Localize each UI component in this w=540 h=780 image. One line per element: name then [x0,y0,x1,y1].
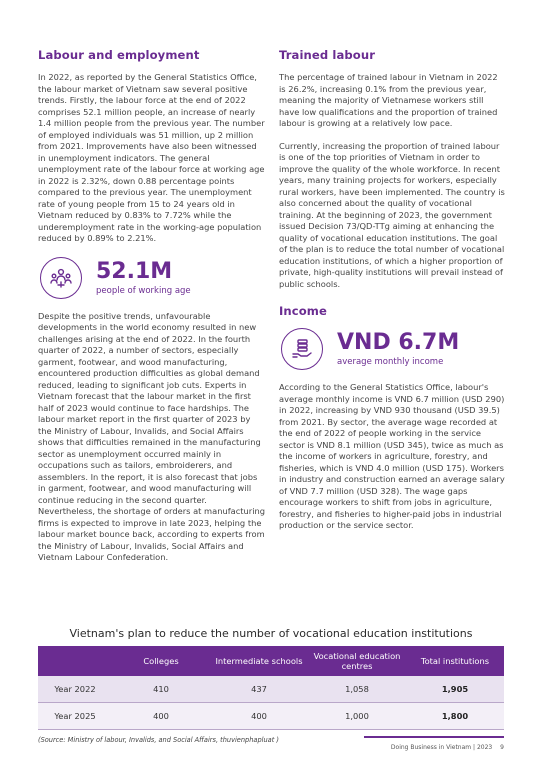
table-cell-total: 1,905 [406,676,504,703]
table-cell: 410 [112,676,210,703]
trained-labour-paragraph-2: Currently, increasing the proportion of trained labour is one of the top priorities of Vietnam in order to improve the quality of the whole workforce. In recent years, many training projects for workers, especially rural workers, have been implemented. The country is also concerned about the quality of vocational training. At the beginning of 2023, the government issued Decision 73/QD-TTg aiming at enhancing the quality of vocational education institutions. The goal of the plan is to reduce the total number of vocational education institutions, of which a higher proportion of private, high-quality institutions will prevail instead of public schools. [279,140,505,289]
table-header-cell [38,646,112,676]
income-stat [279,328,505,370]
table-row [38,676,504,703]
table-source: (Source: Ministry of labour, Invalids, and Social Affairs, thuvienphapluat ) [38,736,279,744]
labour-employment-paragraph-1: In 2022, as reported by the General Statistics Office, the labour market of Vietnam saw several positive trends. Firstly, the labour force at the end of 2022 comprises 52.1 million people, an increase of nearly 1.4 million people from the previous year. The number of employed individuals was 51 million, up 2 million from 2021. Improvements have also been witnessed in unemployment indicators. The general unemployment rate of the labour force at working age in 2022 is 2.32%, down 0.88 percentage points compared to the previous year. The unemployment rate of young people from 15 to 24 years old in Vietnam reduced by 0.83% to 7.72% while the underemployment rate in the working-age population reduced by 0.89% to 2.21%. [38,72,265,243]
footer-divider [364,736,504,738]
income-label: average monthly income [337,357,444,367]
institutions-table [38,646,504,730]
income-value: VND 6.7M [337,330,460,355]
trained-labour-heading: Trained labour [279,48,376,62]
table-header-cell: Total institutions [406,646,504,676]
table-cell: 1,058 [308,676,406,703]
table-row [38,703,504,730]
working-age-value: 52.1M [96,258,173,284]
table-header-row [38,646,504,676]
table-cell: 400 [210,703,308,730]
table-cell: 400 [112,703,210,730]
working-age-label: people of working age [96,285,191,296]
page-number: 9 [500,744,504,751]
people-group-icon [40,257,82,299]
table-cell: Year 2022 [38,676,112,703]
trained-labour-paragraph-1: The percentage of trained labour in Vietnam in 2022 is 26.2%, increasing 0.1% from the previous year, meaning the majority of Vietnamese workers still have low qualifications and the proportion of trained labour is growing at a relatively low pace. [279,72,498,128]
left-column [38,48,266,564]
table-header-cell: Colleges [112,646,210,676]
working-age-stat [38,257,266,299]
income-heading: Income [279,304,327,318]
money-hand-icon [281,328,323,370]
right-column [279,48,505,532]
page-footer [364,744,504,751]
labour-employment-heading: Labour and employment [38,48,200,62]
footer-text: Doing Business in Vietnam | 2023 [390,744,493,751]
table-cell: Year 2025 [38,703,112,730]
table-title: Vietnam's plan to reduce the number of vocational education institutions [69,627,473,640]
table-cell: 437 [210,676,308,703]
table-header-cell: Vocational education centres [308,646,406,676]
table-cell-total: 1,800 [406,703,504,730]
table-header-cell: Intermediate schools [210,646,308,676]
institutions-table-section [38,627,504,744]
table-cell: 1,000 [308,703,406,730]
income-paragraph: According to the General Statistics Office, labour's average monthly income is VND 6.7 million (USD 290) in 2022, increasing by VND 930 thousand (USD 39.5) from 2021. By sector, the average wage recorded at the end of 2022 of people working in the service sector is VND 8.1 million (USD 345), twice as much as the income of workers in agriculture, forestry, and fisheries, which is VND 4.0 million (USD 175). Workers in industry and construction earned an average salary of VND 7.7 million (USD 328). The wage gaps encourage workers to shift from jobs in agriculture, forestry, and fisheries to higher-paid jobs in industrial production or the service sector. [279,382,505,530]
labour-employment-paragraph-2: Despite the positive trends, unfavourable developments in the world economy resulted in new challenges arising at the end of 2022. In the fourth quarter of 2022, a number of sectors, especially garment, footwear, and wood manufacturing, encountered production difficulties as global demand reduced, leading to significant job cuts. Experts in Vietnam forecast that the labour market in the first half of 2023 would continue to face hardships. The labour market report in the first quarter of 2023 by the Ministry of Labour, Invalids, and Social Affairs shows that difficulties remained in the manufacturing sector as unemployment occurred mainly in occupations such as tailors, embroiderers, and assemblers. In the report, it is also forecast that jobs in garment, footwear, and wood manufacturing will continue reducing in the second quarter. Nevertheless, the shortage of orders at manufacturing firms is expected to improve in late 2023, helping the labour market bounce back, according to experts from the Ministry of Labour, Invalids, Social Affairs and Vietnam Labour Confederation. [38,310,266,562]
